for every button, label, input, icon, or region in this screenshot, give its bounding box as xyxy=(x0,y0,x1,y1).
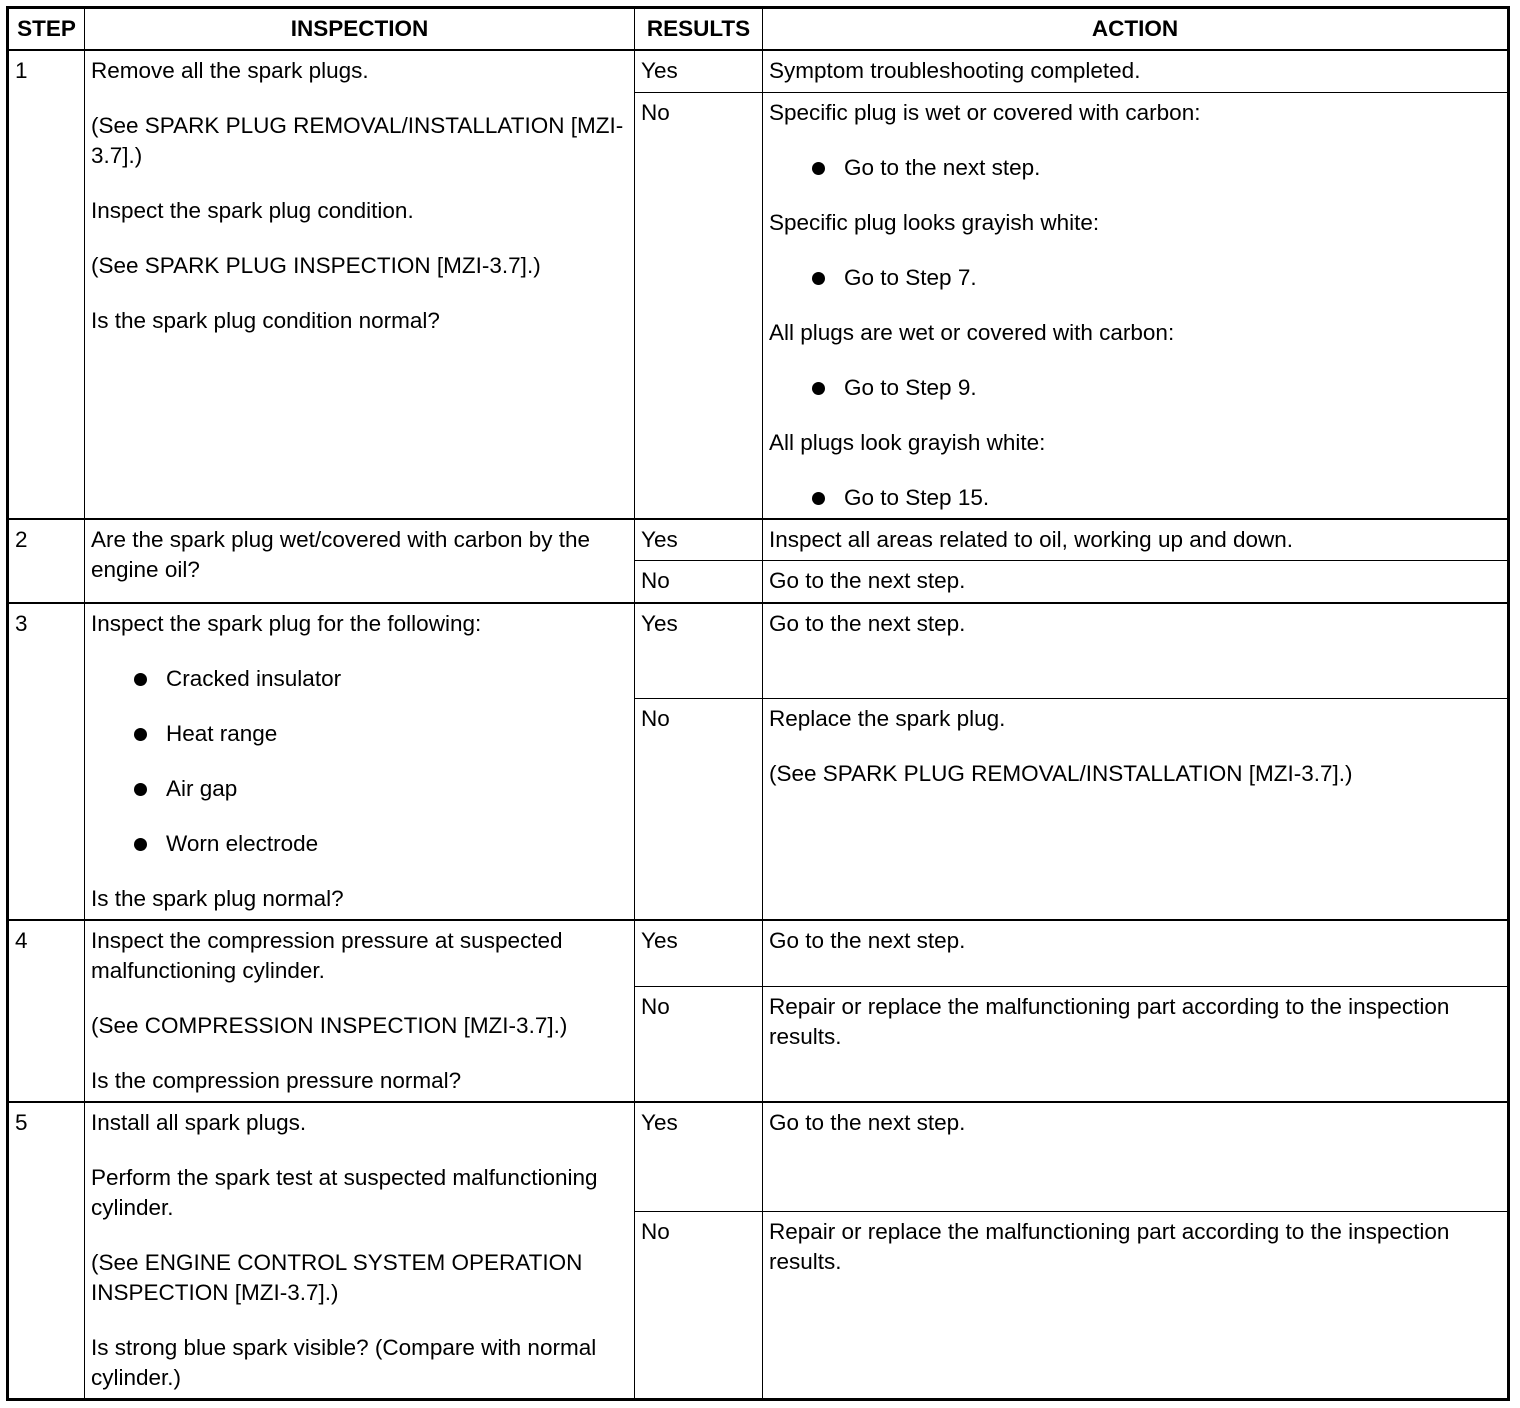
action-text: Symptom troubleshooting completed. xyxy=(763,50,1509,92)
step-number: 2 xyxy=(8,519,85,603)
list-item: Cracked insulator xyxy=(91,664,629,694)
list-item: Go to Step 7. xyxy=(769,263,1502,293)
action-text: Go to the next step. xyxy=(763,561,1509,603)
inspection-text: Is the spark plug condition normal? xyxy=(91,308,440,333)
troubleshooting-table xyxy=(6,6,1510,1401)
inspection-text: Install all spark plugs. xyxy=(91,1109,307,1135)
inspection-text: Inspect the spark plug condition. xyxy=(91,198,414,223)
header-action: ACTION xyxy=(763,8,1509,51)
inspection-cell xyxy=(85,920,635,1102)
step-number: 4 xyxy=(8,920,85,1102)
inspection-text: (See COMPRESSION INSPECTION [MZI-3.7].) xyxy=(91,1012,568,1038)
header-row xyxy=(8,8,1509,51)
result-yes: Yes xyxy=(635,603,763,699)
action-text: (See SPARK PLUG REMOVAL/INSTALLATION [MZI-3.7].) xyxy=(769,761,1353,786)
list-item: Go to Step 15. xyxy=(769,483,1502,513)
result-no: No xyxy=(635,987,763,1102)
list-item: Heat range xyxy=(91,719,629,749)
action-condition: Specific plug is wet or covered with carbon: xyxy=(769,99,1201,125)
action-text: Repair or replace the malfunctioning part according to the inspection results. xyxy=(763,1212,1509,1400)
action-cell xyxy=(763,699,1509,920)
action-text: Go to the next step. xyxy=(763,603,1509,699)
table-row xyxy=(8,519,1509,561)
inspection-text: Is the compression pressure normal? xyxy=(91,1067,462,1093)
result-no: No xyxy=(635,699,763,920)
result-yes: Yes xyxy=(635,50,763,92)
action-condition: All plugs look grayish white: xyxy=(769,429,1046,455)
step-number: 1 xyxy=(8,50,85,519)
result-yes: Yes xyxy=(635,920,763,987)
action-text: Inspect all areas related to oil, working up and down. xyxy=(763,519,1509,561)
inspection-text: Inspect the compression pressure at suspected malfunctioning cylinder. xyxy=(91,927,563,983)
inspection-text: Remove all the spark plugs. xyxy=(91,58,369,83)
inspection-text: Inspect the spark plug for the following: xyxy=(91,610,482,636)
action-cell xyxy=(763,92,1509,519)
result-yes: Yes xyxy=(635,519,763,561)
inspection-cell xyxy=(85,50,635,519)
table-row xyxy=(8,603,1509,699)
inspection-text: Is the spark plug normal? xyxy=(91,885,344,911)
inspection-text: Are the spark plug wet/covered with carbon by the engine oil? xyxy=(85,519,635,603)
result-no: No xyxy=(635,1212,763,1400)
table-row xyxy=(8,1102,1509,1212)
inspection-text: Perform the spark test at suspected malfunctioning cylinder. xyxy=(91,1164,598,1220)
header-results: RESULTS xyxy=(635,8,763,51)
action-text: Repair or replace the malfunctioning part according to the inspection results. xyxy=(763,987,1509,1102)
inspection-text: Is strong blue spark visible? (Compare with normal cylinder.) xyxy=(91,1334,597,1390)
list-item: Worn electrode xyxy=(91,829,629,859)
action-text: Replace the spark plug. xyxy=(769,706,1006,731)
result-no: No xyxy=(635,92,763,519)
inspection-cell xyxy=(85,1102,635,1400)
action-condition: All plugs are wet or covered with carbon: xyxy=(769,319,1175,345)
inspection-text: (See SPARK PLUG INSPECTION [MZI-3.7].) xyxy=(91,253,541,278)
action-text: Go to the next step. xyxy=(763,1102,1509,1212)
step-number: 5 xyxy=(8,1102,85,1400)
inspection-cell xyxy=(85,603,635,920)
list-item: Go to Step 9. xyxy=(769,373,1502,403)
result-no: No xyxy=(635,561,763,603)
action-text: Go to the next step. xyxy=(763,920,1509,987)
result-yes: Yes xyxy=(635,1102,763,1212)
inspection-text: (See SPARK PLUG REMOVAL/INSTALLATION [MZI-3.7].) xyxy=(91,113,624,168)
list-item: Air gap xyxy=(91,774,629,804)
table-row xyxy=(8,920,1509,987)
step-number: 3 xyxy=(8,603,85,920)
inspection-text: (See ENGINE CONTROL SYSTEM OPERATION INSPECTION [MZI-3.7].) xyxy=(91,1249,583,1305)
header-step: STEP xyxy=(8,8,85,51)
header-inspection: INSPECTION xyxy=(85,8,635,51)
list-item: Go to the next step. xyxy=(769,153,1502,183)
action-condition: Specific plug looks grayish white: xyxy=(769,209,1100,235)
table-row xyxy=(8,50,1509,92)
